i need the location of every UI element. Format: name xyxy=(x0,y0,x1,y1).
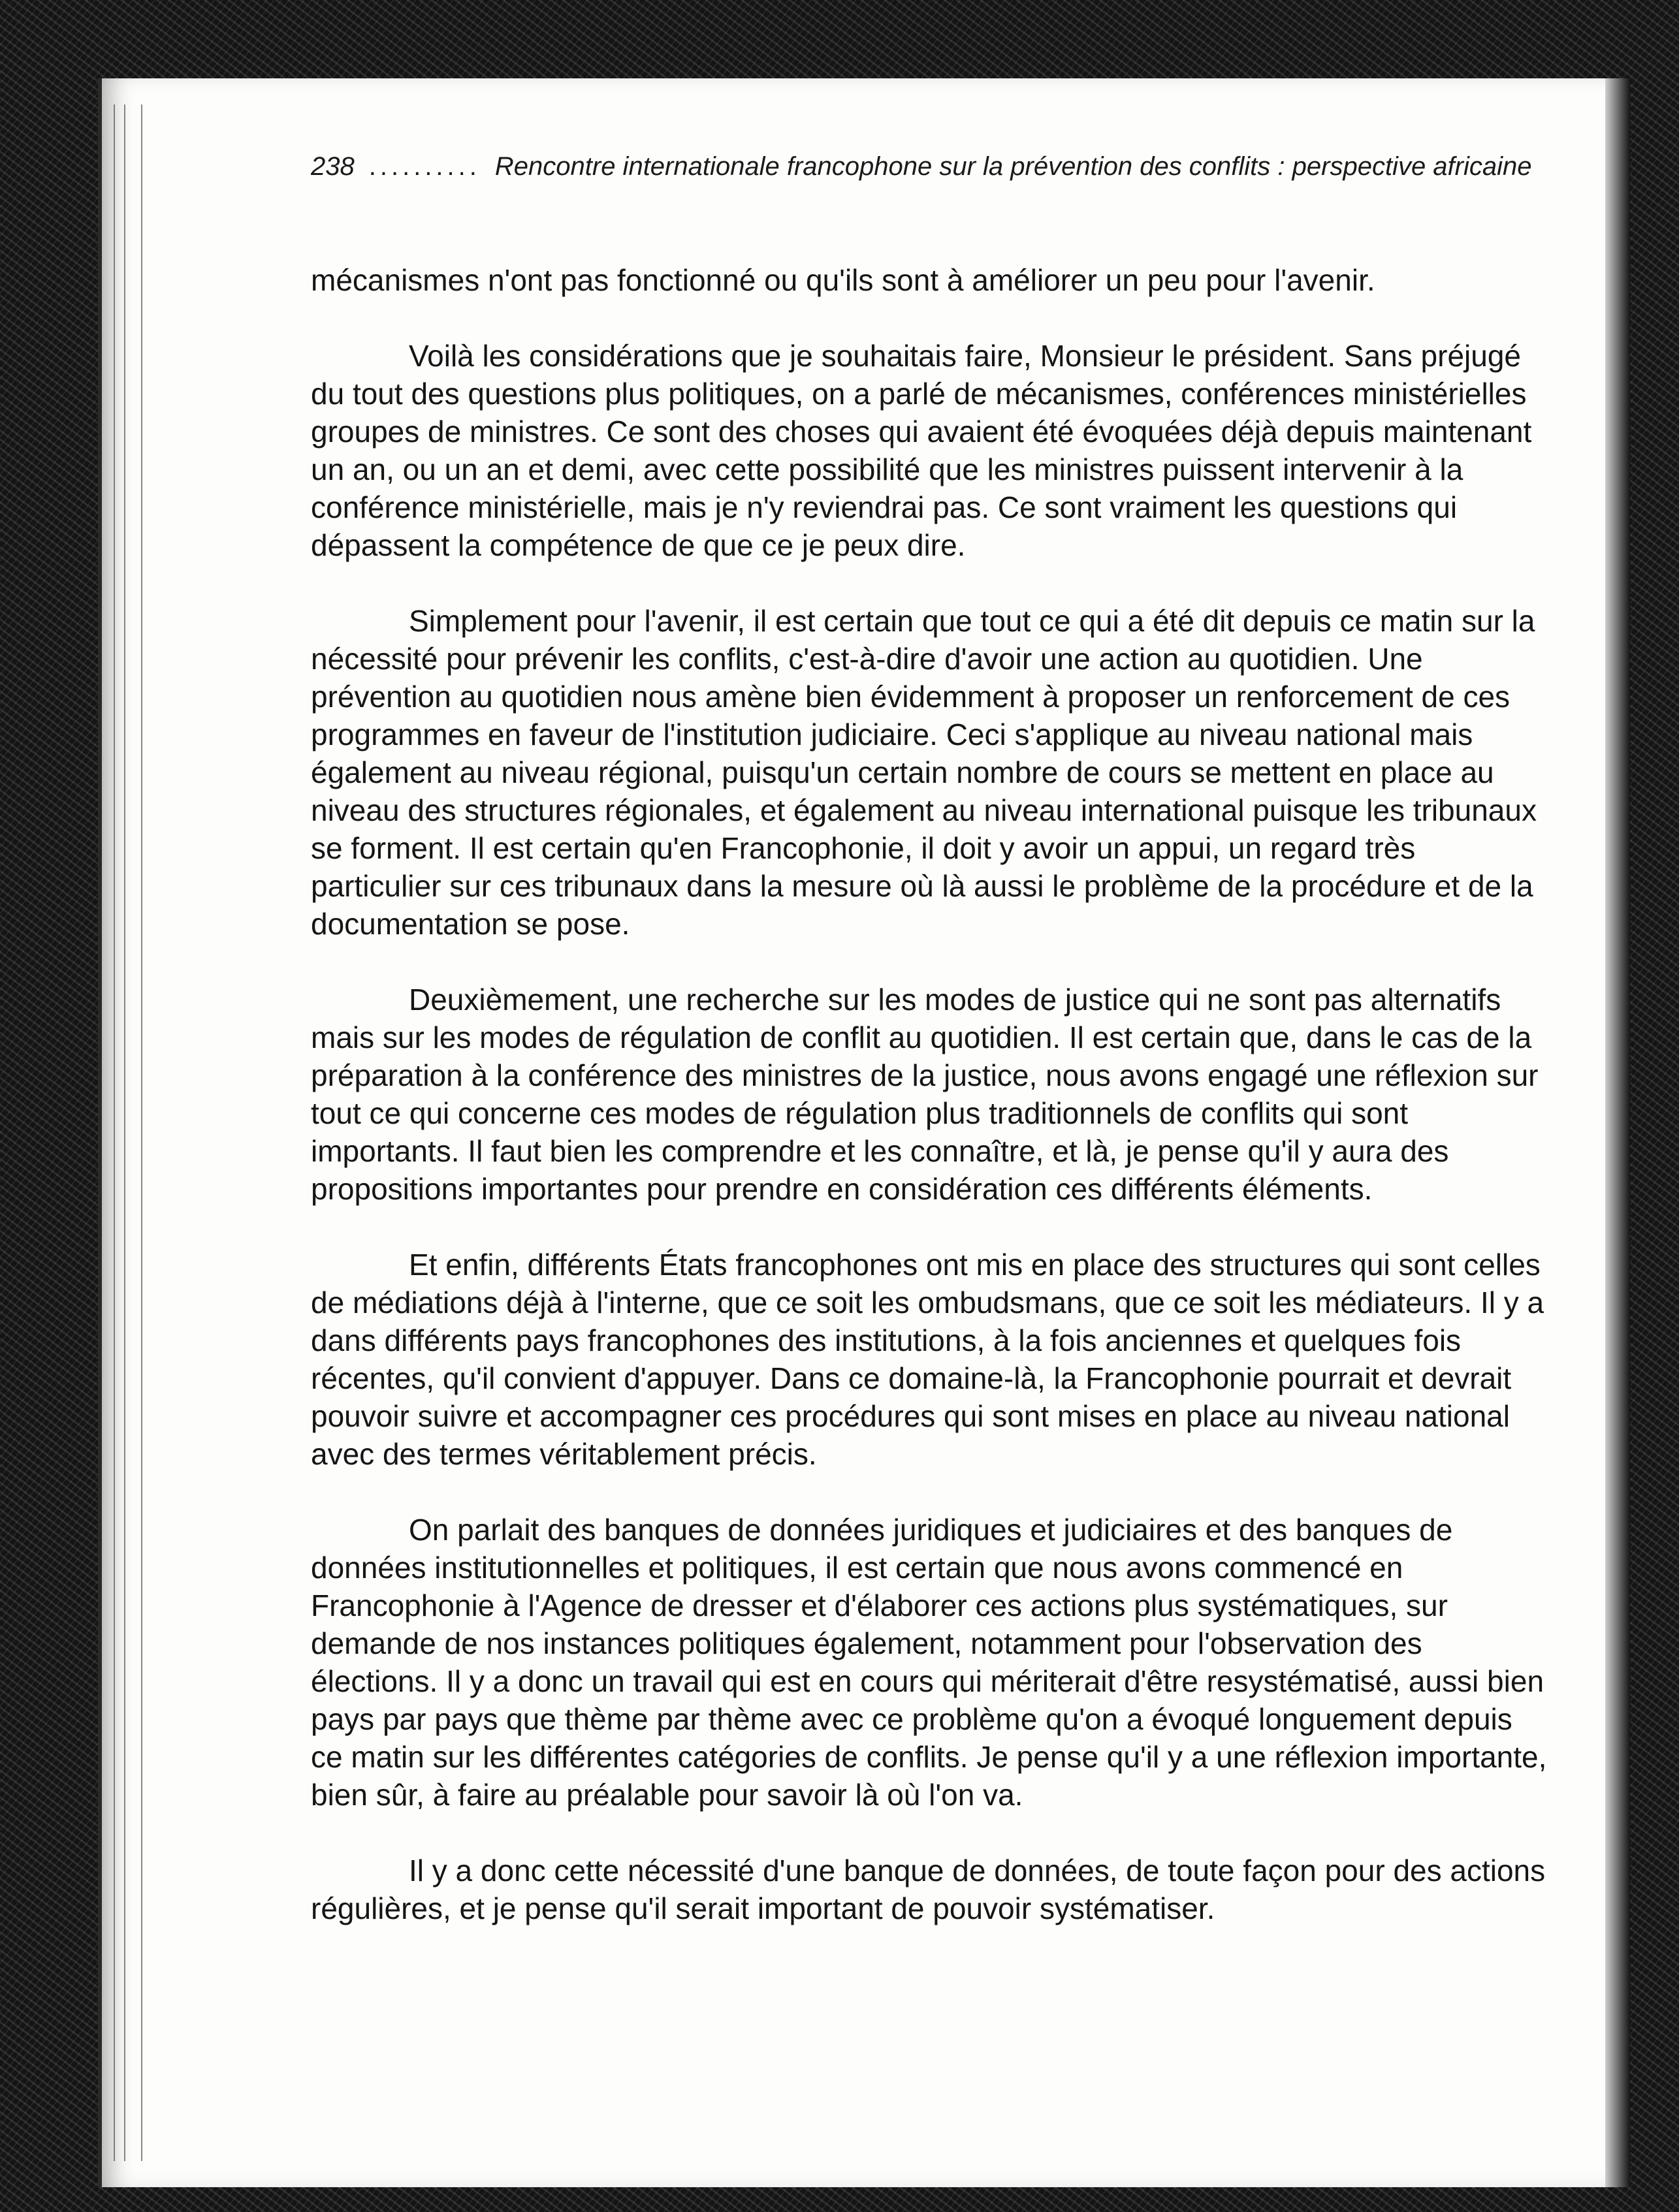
paragraph: Deuxièmement, une recherche sur les modes de justice qui ne sont pas alternatifs mais sur les modes de régulation de conflit au quotidien. Il est certain que, dans le cas de la préparation à la conférence des ministres de la justice, nous avons engagé une réflexion sur tout ce qui concerne ces modes de régulation plus traditionnels de conflits qui sont importants. Il faut bien les comprendre et les connaître, et là, je pense qu'il y aura des propositions importantes pour prendre en considération ces différents éléments. xyxy=(311,983,1539,1206)
paragraph: Et enfin, différents États francophones ont mis en place des structures qui sont celles de médiations déjà à l'interne, que ce soit les ombudsmans, que ce soit les médiateurs. Il y a dans différents pays francophones des institutions, à la fois anciennes et quelques fois récentes, qu'il convient d'appuyer. Dans ce domaine-là, la Francophonie pourrait et devrait pouvoir suivre et accompagner ces procédures qui sont mises en place au niveau national avec des termes véritablement précis. xyxy=(311,1248,1544,1471)
paragraph: Simplement pour l'avenir, il est certain que tout ce qui a été dit depuis ce matin sur la nécessité pour prévenir les conflits, c'est-à-dire d'avoir une action au quotidien. Une prévention au quotidien nous amène bien évidemment à proposer un renforcement de ces programmes en faveur de l'institution judiciaire. Ceci s'applique au niveau national mais également au niveau régional, puisqu'un certain nombre de cours se mettent en place au niveau des structures régionales, et également au niveau international puisque les tribunaux se forment. Il est certain qu'en Francophonie, il doit y avoir un appui, un regard très particulier sur ces tribunaux dans la mesure où là aussi le problème de la procédure et de la documentation se pose. xyxy=(311,604,1537,941)
gutter-line xyxy=(114,104,115,2161)
paragraph: On parlait des banques de données juridiques et judiciaires et des banques de données institutionnelles et politiques, il est certain que nous avons commencé en Francophonie à l'Agence de dresser et d'élaborer ces actions plus systématiques, sur demande de nos instances politiques également, notamment pour l'observation des élections. Il y a donc un travail qui est en cours qui mériterait d'être resystématisé, aussi bien pays par pays que thème par thème avec ce problème qu'on a évoqué longuement depuis ce matin sur les différentes catégories de conflits. Je pense qu'il y a une réflexion importante, bien sûr, à faire au préalable pour savoir là où l'on va. xyxy=(311,1513,1547,1812)
running-header xyxy=(311,144,1617,189)
page-number: 238 xyxy=(311,152,355,181)
body-text xyxy=(311,261,1552,1965)
paragraph: Il y a donc cette nécessité d'une banque de données, de toute façon pour des actions régulières, et je pense qu'il serait important de pouvoir systématiser. xyxy=(311,1854,1546,1925)
book-page xyxy=(98,78,1630,2187)
gutter-line xyxy=(141,104,142,2161)
paragraph-continued: mécanismes n'ont pas fonctionné ou qu'ils sont à améliorer un peu pour l'avenir. xyxy=(311,263,1375,297)
running-title: Rencontre internationale francophone sur la prévention des conflits : perspective africaine xyxy=(494,152,1532,181)
header-leader-dots: .......... xyxy=(368,152,481,181)
paragraph: Voilà les considérations que je souhaitais faire, Monsieur le président. Sans préjugé du tout des questions plus politiques, on a parlé de mécanismes, conférences ministérielles groupes de ministres. Ce sont des choses qui avaient été évoquées déjà depuis maintenant un an, ou un an et demi, avec cette possibilité que les ministres puissent intervenir à la conférence ministérielle, mais je n'y reviendrai pas. Ce sont vraiment les questions qui dépassent la compétence de que ce je peux dire. xyxy=(311,339,1532,562)
page-edge-shadow xyxy=(1605,78,1630,2187)
gutter-line xyxy=(124,104,125,2161)
